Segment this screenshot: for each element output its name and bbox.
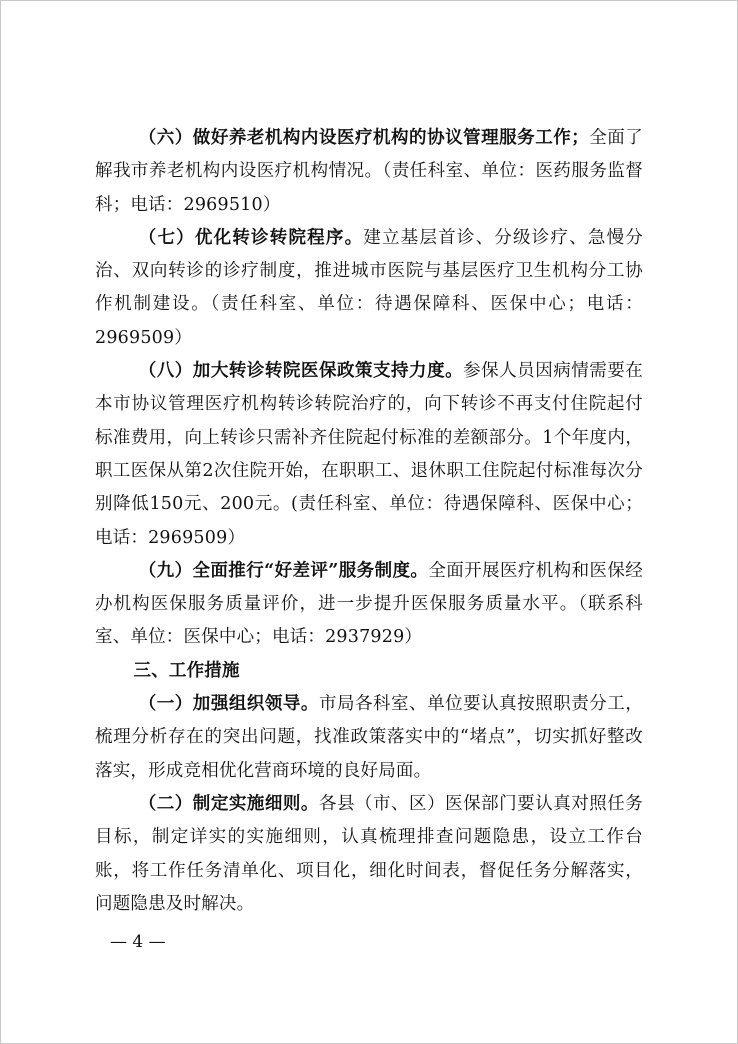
paragraph-text: 各县（市、区）医保部门要认真对照任务目标，制定详实的实施细则，认真梳理排查问题隐患，设立工作台账，将工作任务清单化、项目化，细化时间表，督促任务分解落实，问题隐患及时解决。 [95,793,643,914]
paragraph-text: 建立基层首诊、分级诊疗、急慢分治、双向转诊的诊疗制度，推进城市医院与基层医疗卫生机构分工协作机制建设。（责任科室、单位：待遇保障科、医保中心；电话：2969509） [95,227,643,348]
paragraph-lead: （六）做好养老机构内设医疗机构的协议管理服务工作； [138,128,589,148]
paragraph-lead: （九）全面推行“好差评”服务制度。 [138,560,429,581]
page-number: — 4 — [110,932,166,952]
paragraph-lead: （七）优化转诊转院程序。 [138,227,364,248]
paragraph-lead: （一）加强组织领导。 [138,694,319,715]
paragraph-text: 全面开展医疗机构和医保经办机构医保服务质量评价，进一步提升医保服务质量水平。（联系科室、单位：医保中心；电话：2937929） [95,560,643,648]
paragraph-9 [95,555,643,655]
paragraph-text: 参保人员因病情需要在本市协议管理医疗机构转诊转院治疗的，向下转诊不再支付住院起付标准费用，向上转诊只需补齐住院起付标准的差额部分。1个年度内，职工医保从第2次住院开始，在职职工、退休职工住院起付标准每次分别降低150元、200元。(责任科室、单位：待遇保障科、医保中心；电话：2969509） [95,361,643,548]
document-body [95,122,643,921]
measure-1 [95,688,643,788]
paragraph-lead: （八）加大转诊转院医保政策支持力度。 [138,361,464,382]
paragraph-7 [95,222,643,355]
paragraph-text: 全面了解我市养老机构内设医疗机构情况。（责任科室、单位：医药服务监督科；电话：2969510） [95,128,643,215]
paragraph-lead: （二）制定实施细则。 [138,793,319,814]
section-heading: 三、工作措施 [133,660,240,681]
paragraph-6 [95,122,643,222]
paragraph-8 [95,355,643,555]
paragraph-text: 市局各科室、单位要认真按照职责分工，梳理分析存在的突出问题，找准政策落实中的“堵点”，切实抓好整改落实，形成竞相优化营商环境的良好局面。 [95,694,643,781]
measure-2 [95,788,643,921]
